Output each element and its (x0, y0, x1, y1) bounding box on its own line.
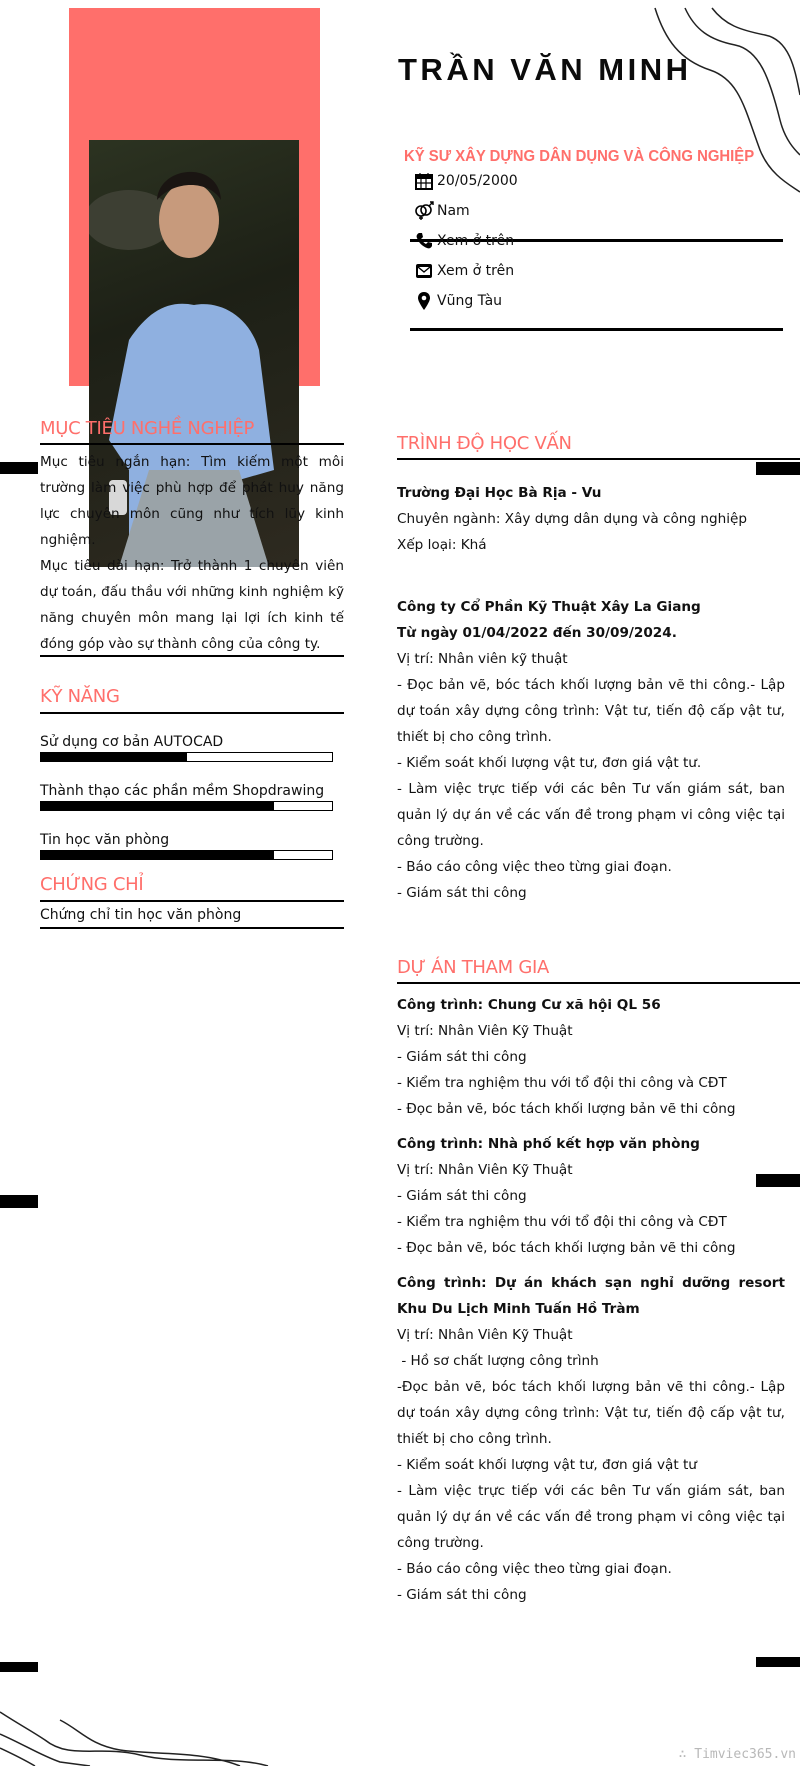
skill-bar-fill (41, 802, 274, 810)
project-item (397, 992, 785, 1122)
projects-list (397, 992, 790, 1617)
decorative-tab (756, 1657, 800, 1667)
watermark: ∴ Timviec365.vn (678, 1747, 796, 1762)
project-line: - Hồ sơ chất lượng công trình (397, 1353, 599, 1369)
work-line: Vị trí: Nhân viên kỹ thuật (397, 651, 568, 667)
work-line: - Đọc bản vẽ, bóc tách khối lượng bản vẽ thi công.- Lập dự toán xây dựng công trình: Vật tư, tiến độ cấp vật tư, thiết bị cho công trình. (397, 677, 785, 745)
skill-bar-fill (41, 851, 274, 859)
project-line: - Giám sát thi công (397, 1188, 527, 1204)
objective-heading: MỤC TIÊU NGHỀ NGHIỆP (40, 418, 255, 439)
decorative-tab (0, 462, 38, 474)
school-name: Trường Đại Học Bà Rịa - Vu (397, 485, 602, 501)
birthdate-text: 20/05/2000 (437, 173, 518, 189)
divider (40, 900, 344, 902)
education-heading: TRÌNH ĐỘ HỌC VẤN (397, 433, 572, 454)
info-gender (414, 200, 774, 222)
gender-icon (414, 201, 434, 221)
divider (397, 982, 800, 984)
objective-text (40, 449, 344, 657)
divider (397, 458, 800, 460)
divider (40, 443, 344, 445)
info-location (414, 290, 774, 312)
project-line: - Kiểm soát khối lượng vật tư, đơn giá vật tư (397, 1457, 697, 1473)
project-line: Vị trí: Nhân Viên Kỹ Thuật (397, 1162, 573, 1178)
work-period: Từ ngày 01/04/2022 đến 30/09/2024. (397, 625, 677, 641)
project-line: -Đọc bản vẽ, bóc tách khối lượng bản vẽ thi công.- Lập dự toán xây dựng công trình: Vật tư, tiến độ cấp vật tư, thiết bị cho công trình. (397, 1379, 790, 1447)
project-line: - Kiểm tra nghiệm thu với tổ đội thi công và CĐT (397, 1075, 727, 1091)
email-icon (414, 261, 434, 281)
work-line: - Báo cáo công việc theo từng giai đoạn. (397, 859, 672, 875)
divider (410, 328, 783, 331)
project-line: - Giám sát thi công (397, 1587, 527, 1603)
phone-icon (414, 231, 434, 251)
certificate-item: Chứng chỉ tin học văn phòng (40, 907, 242, 923)
projects-heading: DỰ ÁN THAM GIA (397, 957, 549, 978)
project-line: - Giám sát thi công (397, 1049, 527, 1065)
project-line: Vị trí: Nhân Viên Kỹ Thuật (397, 1023, 573, 1039)
certificates-heading: CHỨNG CHỈ (40, 874, 144, 895)
skill-bar (40, 801, 333, 811)
project-line: - Báo cáo công việc theo từng giai đoạn. (397, 1561, 672, 1577)
education-block (397, 480, 785, 906)
project-line: - Đọc bản vẽ, bóc tách khối lượng bản vẽ thi công (397, 1240, 736, 1256)
skill-bar (40, 752, 333, 762)
work-line: - Giám sát thi công (397, 885, 527, 901)
long-term-objective: Mục tiêu dài hạn: Trở thành 1 chuyên viên dự toán, đấu thầu với những kinh nghiệm kỹ năng chuyên môn mang lại lợi ích kinh tế đóng góp vào sự thành công của công ty. (40, 558, 344, 652)
major: Chuyên ngành: Xây dựng dân dụng và công nghiệp (397, 511, 747, 527)
candidate-name: TRẦN VĂN MINH (398, 52, 692, 87)
info-birthdate (414, 170, 774, 192)
info-email (414, 260, 774, 282)
work-description (397, 646, 785, 906)
skill-label: Thành thạo các phần mềm Shopdrawing (40, 783, 325, 799)
calendar-icon (414, 171, 434, 191)
short-term-objective: Mục tiêu ngắn hạn: Tìm kiếm một môi trường làm việc phù hợp để phát huy năng lực chuyên môn cũng như tích lũy kinh nghiệm. (40, 454, 344, 548)
decorative-wave-bottom (0, 1700, 270, 1766)
skill-bar (40, 850, 333, 860)
skill-bar-fill (41, 753, 187, 761)
decorative-tab (0, 1662, 38, 1672)
divider (40, 927, 344, 929)
info-phone (414, 230, 774, 252)
location-pin-icon (414, 291, 434, 311)
skill-label: Sử dụng cơ bản AUTOCAD (40, 734, 224, 750)
work-line: - Làm việc trực tiếp với các bên Tư vấn giám sát, ban quản lý dự án về các vấn đề trong phạm vi công việc tại công trường. (397, 781, 785, 849)
project-title: Công trình: Nhà phố kết hợp văn phòng (397, 1136, 700, 1152)
skills-heading: KỸ NĂNG (40, 686, 120, 707)
location-text: Vũng Tàu (437, 293, 503, 309)
project-line: - Kiểm tra nghiệm thu với tổ đội thi công và CĐT (397, 1214, 727, 1230)
project-line: Vị trí: Nhân Viên Kỹ Thuật (397, 1327, 573, 1343)
work-line: - Kiểm soát khối lượng vật tư, đơn giá vật tư. (397, 755, 702, 771)
decorative-tab (0, 1195, 38, 1208)
email-text: Xem ở trên (437, 263, 515, 279)
skill-label: Tin học văn phòng (40, 832, 170, 848)
divider (40, 655, 344, 657)
grade: Xếp loại: Khá (397, 537, 487, 553)
project-title: Công trình: Chung Cư xã hội QL 56 (397, 997, 661, 1013)
job-title: KỸ SƯ XÂY DỰNG DÂN DỤNG VÀ CÔNG NGHIỆP (404, 148, 755, 165)
divider (40, 712, 344, 714)
project-item (397, 1131, 785, 1261)
project-item (397, 1270, 790, 1608)
project-line: - Làm việc trực tiếp với các bên Tư vấn giám sát, ban quản lý dự án về các vấn đề trong phạm vi công việc tại công trường. (397, 1483, 790, 1551)
phone-text: Xem ở trên (437, 233, 515, 249)
gender-text: Nam (437, 203, 470, 219)
project-line: - Đọc bản vẽ, bóc tách khối lượng bản vẽ thi công (397, 1101, 736, 1117)
decorative-tab (756, 462, 800, 475)
company-name: Công ty Cổ Phần Kỹ Thuật Xây La Giang (397, 599, 701, 615)
project-title: Công trình: Dự án khách sạn nghỉ dưỡng resort Khu Du Lịch Minh Tuấn Hồ Tràm (397, 1275, 785, 1317)
